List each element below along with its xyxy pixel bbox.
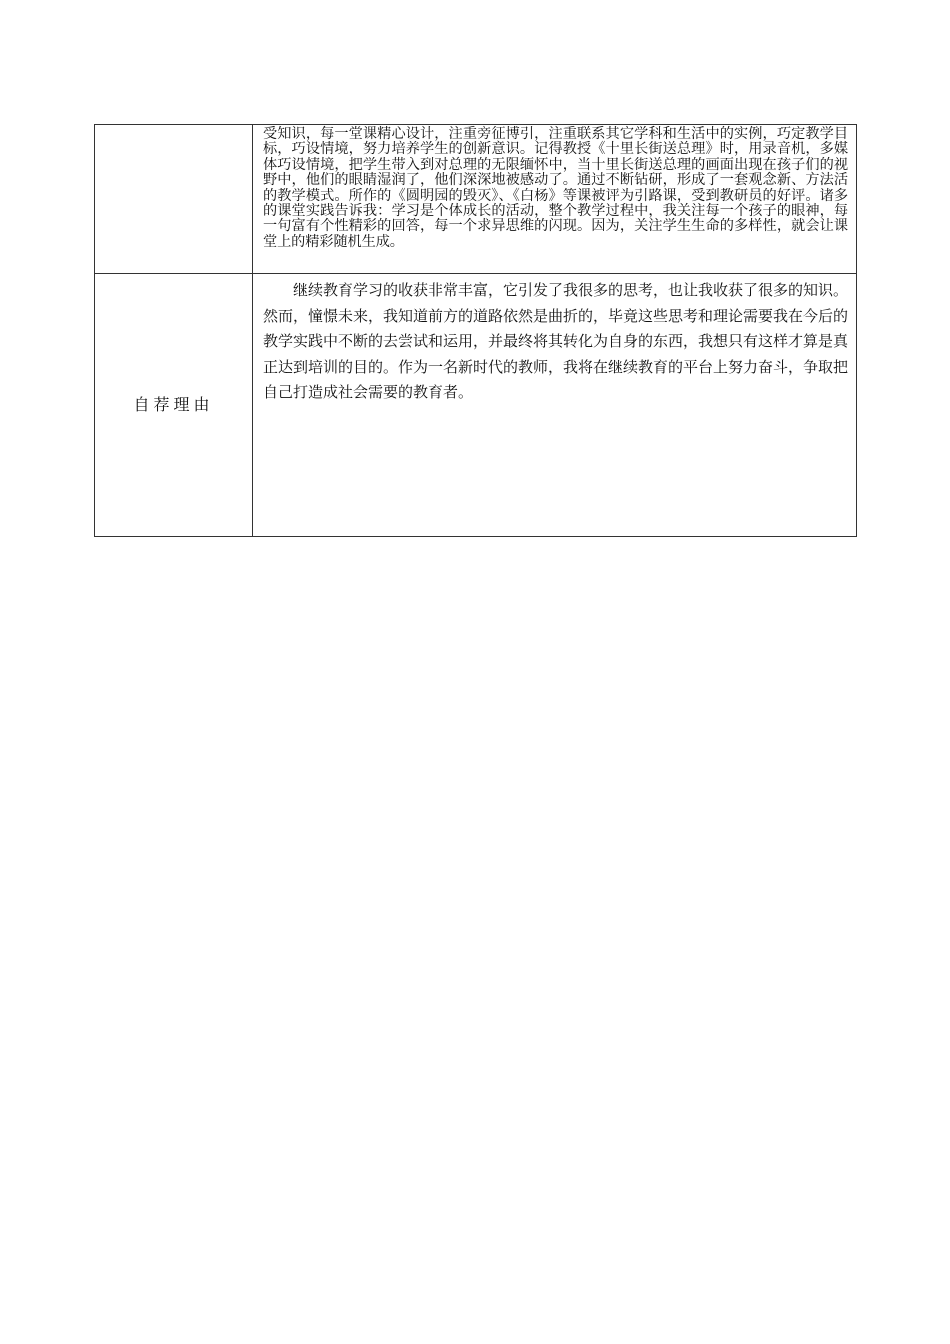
row-content-cell [253,125,857,274]
table-row [95,125,857,274]
teaching-experience-text: 受知识，每一堂课精心设计，注重旁征博引，注重联系其它学科和生活中的实例，巧定教学目标，巧设情境，努力培养学生的创新意识。记得教授《十里长街送总理》时，用录音机，多媒体巧设情境，把学生带入到对总理的无限缅怀中，当十里长街送总理的画面出现在孩子们的视野中，他们的眼睛湿润了，他们深深地被感动了。通过不断钻研，形成了一套观念新、方法活的教学模式。所作的《圆明园的毁灭》、《白杨》等课被评为引路课，受到教研员的好评。诸多的课堂实践告诉我：学习是个体成长的活动，整个教学过程中，我关注每一个孩子的眼神，每一句富有个性精彩的回答，每一个求异思维的闪现。因为，关注学生生命的多样性，就会让课堂上的精彩随机生成。 [263,126,848,250]
table-row [95,274,857,537]
self-recommendation-label: 自荐理由 [133,395,214,414]
form-table [94,124,857,537]
row-label-cell [95,274,253,537]
row-label-cell [95,125,253,274]
row-content-cell [253,274,857,537]
self-recommendation-text: 继续教育学习的收获非常丰富，它引发了我很多的思考，也让我收获了很多的知识。然而，憧憬未来，我知道前方的道路依然是曲折的，毕竟这些思考和理论需要我在今后的教学实践中不断的去尝试和运用，并最终将其转化为自身的东西，我想只有这样才算是真正达到培训的目的。作为一名新时代的教师，我将在继续教育的平台上努力奋斗，争取把自己打造成社会需要的教育者。 [263,281,849,401]
